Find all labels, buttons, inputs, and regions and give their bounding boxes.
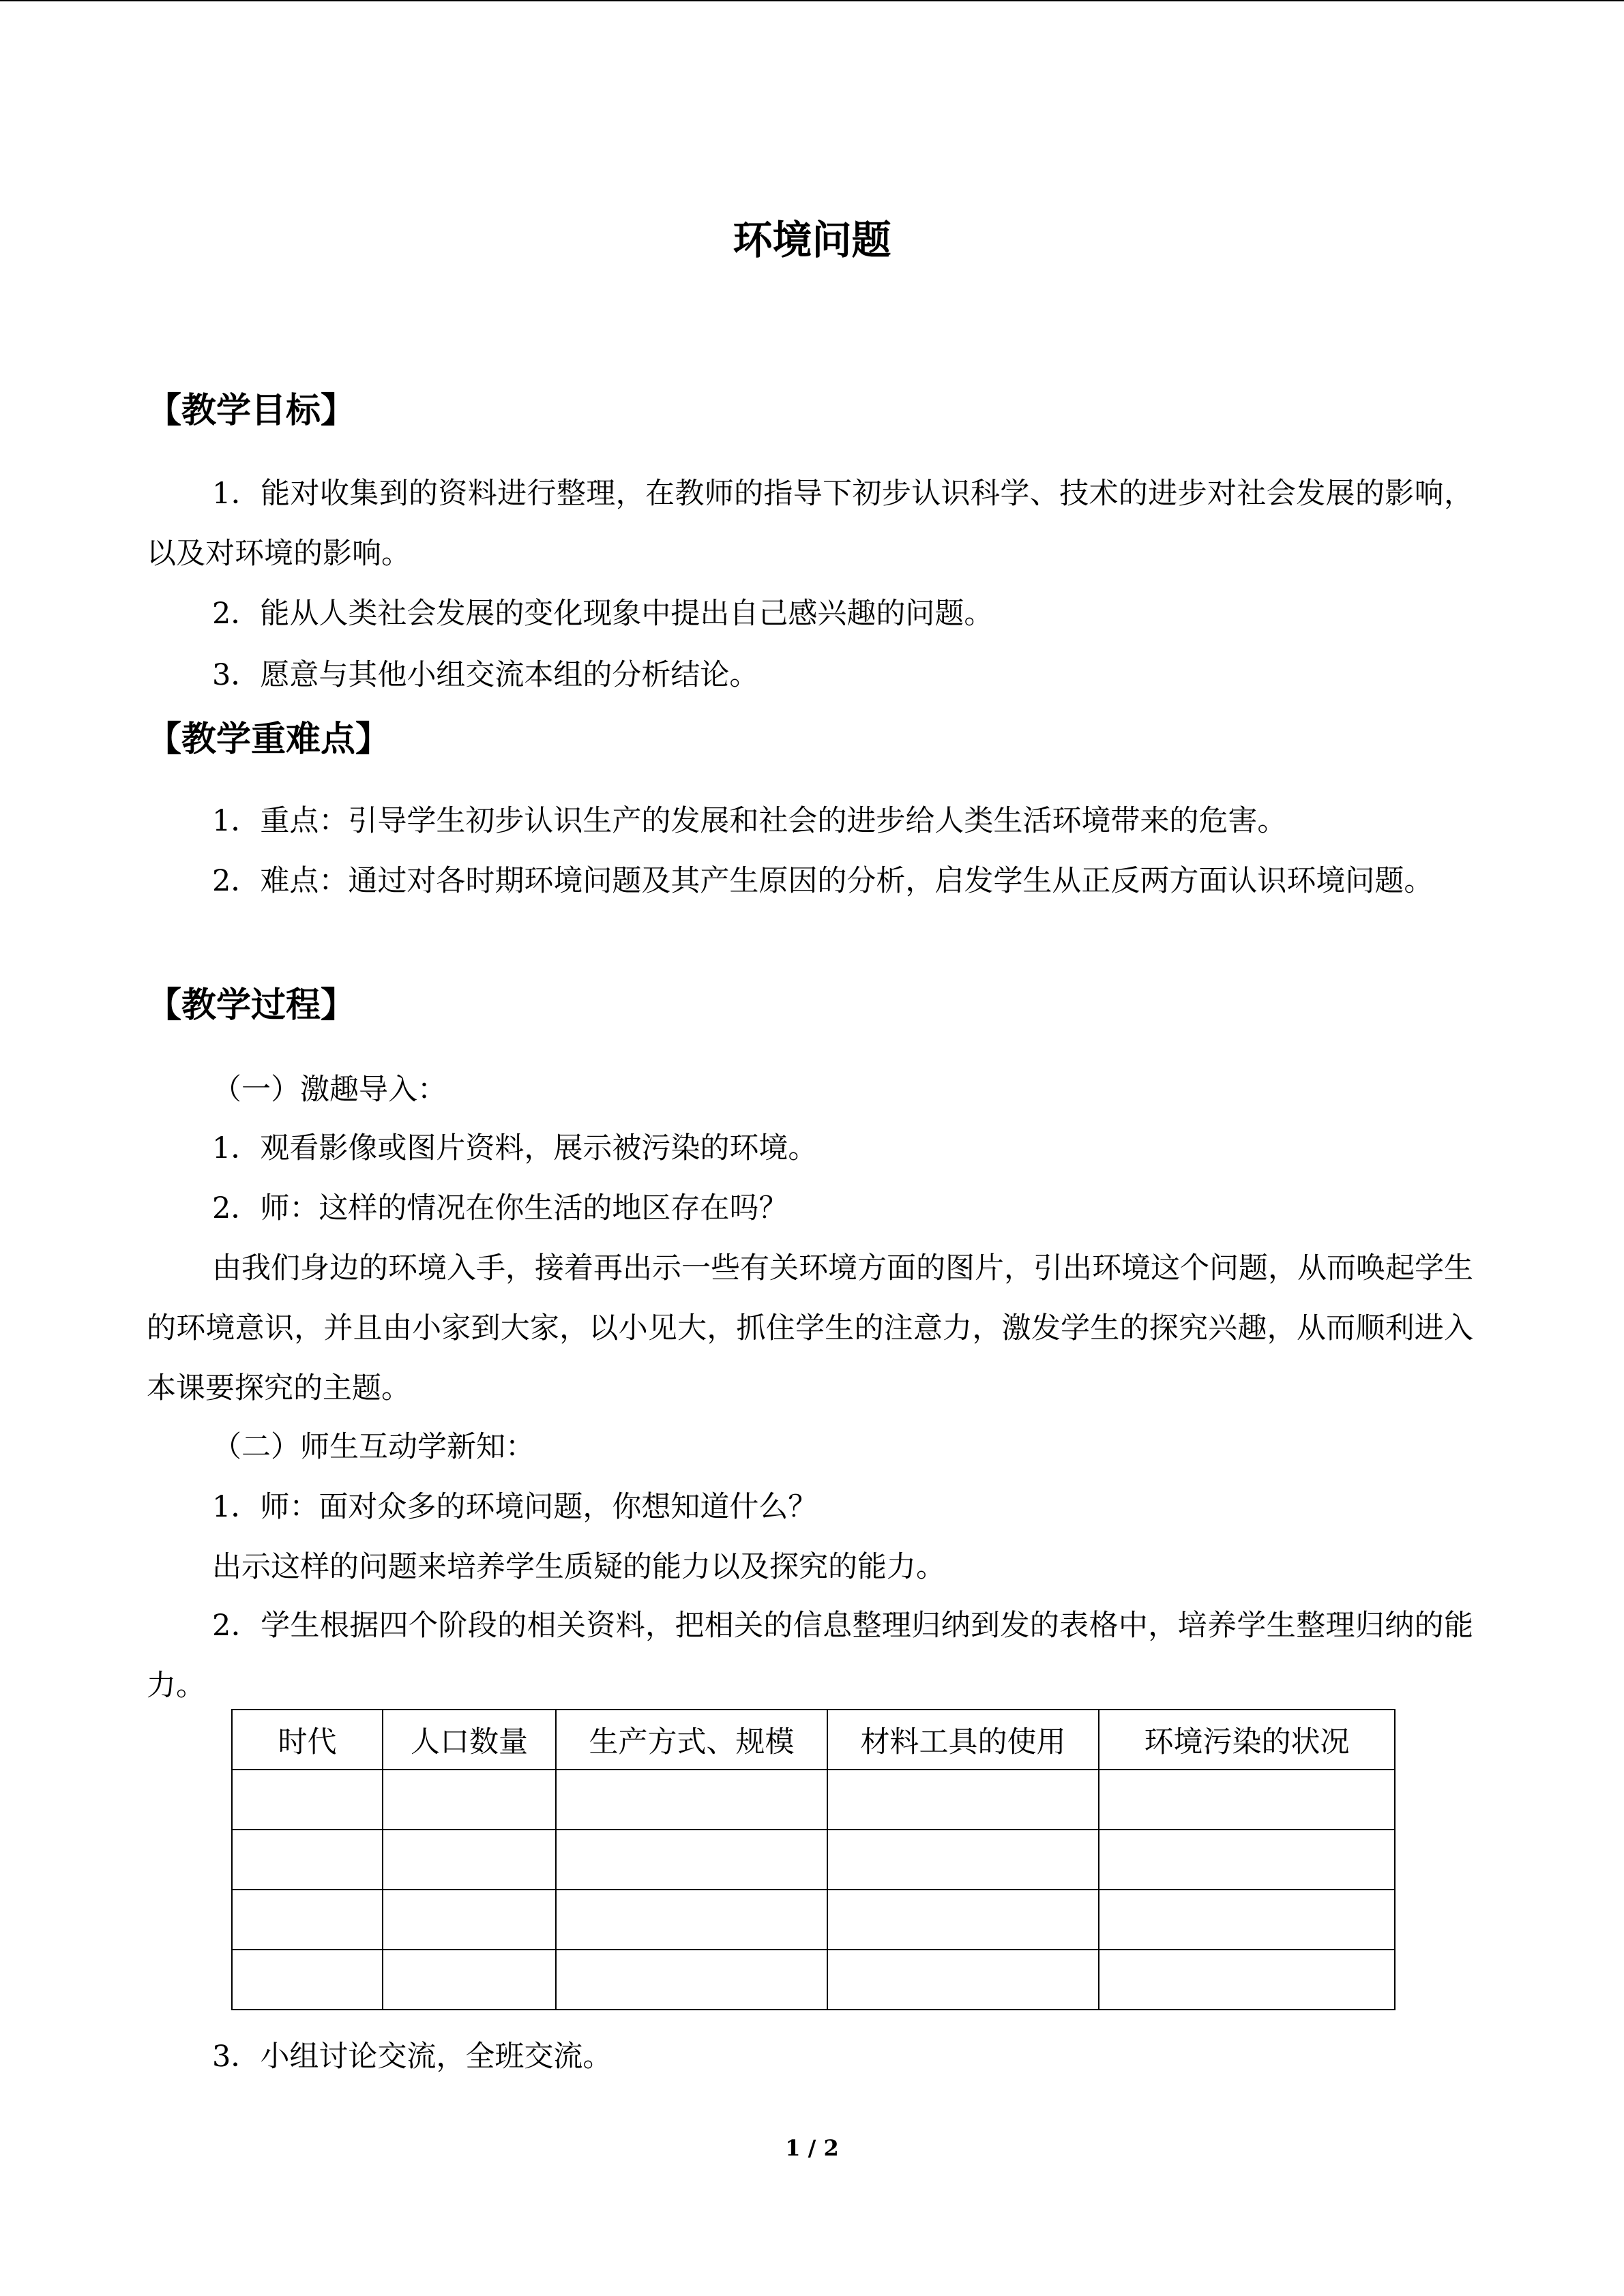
objective-item-1: 1．能对收集到的资料进行整理，在教师的指导下初步认识科学、技术的进步对社会发展的影响，以及对环境的影响。: [147, 477, 1473, 571]
process-subheading-interaction: （二）师生互动学新知：: [212, 1430, 535, 1464]
process-explanation: 由我们身边的环境入手，接着再出示一些有关环境方面的图片，引出环境这个问题，从而唤起学生的环境意识，并且由小家到大家，以小见大，抓住学生的注意力，激发学生的探究兴趣，从而顺利进入本课要探究的主题。: [147, 1251, 1473, 1405]
column-header-materials-tools: 材料工具的使用: [827, 1710, 1099, 1770]
table-cell: [1099, 1770, 1395, 1830]
table-cell: [827, 1830, 1099, 1890]
table-row: [232, 1890, 1395, 1950]
process-question: 1．师：面对众多的环境问题，你想知道什么？: [212, 1490, 818, 1524]
table-cell: [1099, 1830, 1395, 1890]
table-cell: [827, 1950, 1099, 2010]
table-cell: [556, 1830, 827, 1890]
page-number: 1 / 2: [785, 2135, 839, 2161]
process-question-purpose: 出示这样的问题来培养学生质疑的能力以及探究的能力。: [212, 1550, 945, 1584]
table-cell: [383, 1770, 556, 1830]
column-header-era: 时代: [232, 1710, 383, 1770]
key-point-item-2: 2．难点：通过对各时期环境问题及其产生原因的分析，启发学生从正反两方面认识环境问题。: [212, 864, 1434, 898]
table-cell: [232, 1770, 383, 1830]
era-comparison-table: [231, 1709, 1396, 2010]
table-cell: [232, 1890, 383, 1950]
heading-process: 【教学过程】: [147, 985, 356, 1026]
table-cell: [827, 1890, 1099, 1950]
process-discussion: 3．小组讨论交流，全班交流。: [212, 2040, 612, 2074]
table-cell: [1099, 1950, 1395, 2010]
table-cell: [383, 1950, 556, 2010]
document-title: 环境问题: [733, 217, 891, 263]
table-cell: [556, 1770, 827, 1830]
table-row: [232, 1770, 1395, 1830]
table-cell: [383, 1830, 556, 1890]
process-table-instruction: 2．学生根据四个阶段的相关资料，把相关的信息整理归纳到发的表格中，培养学生整理归纳的能力。: [147, 1609, 1473, 1703]
process-subheading-intro: （一）激趣导入：: [212, 1073, 447, 1107]
table-cell: [232, 1950, 383, 2010]
objective-item-2: 2．能从人类社会发展的变化现象中提出自己感兴趣的问题。: [212, 597, 994, 631]
table-cell: [383, 1890, 556, 1950]
column-header-production-mode: 生产方式、规模: [556, 1710, 827, 1770]
column-header-population: 人口数量: [383, 1710, 556, 1770]
table-cell: [827, 1770, 1099, 1830]
key-point-item-1: 1．重点：引导学生初步认识生产的发展和社会的进步给人类生活环境带来的危害。: [212, 804, 1287, 838]
objective-item-3: 3．愿意与其他小组交流本组的分析结论。: [212, 658, 759, 692]
table-cell: [232, 1830, 383, 1890]
column-header-pollution-status: 环境污染的状况: [1099, 1710, 1395, 1770]
table-header-row: [232, 1710, 1395, 1770]
heading-key-points: 【教学重难点】: [147, 719, 391, 760]
table-cell: [556, 1950, 827, 2010]
table-row: [232, 1950, 1395, 2010]
table-cell: [556, 1890, 827, 1950]
heading-objectives: 【教学目标】: [147, 391, 356, 431]
table-cell: [1099, 1890, 1395, 1950]
table-row: [232, 1830, 1395, 1890]
process-item-1: 1．观看影像或图片资料，展示被污染的环境。: [212, 1131, 818, 1165]
top-border-line: [0, 0, 1624, 1]
process-item-2: 2．师：这样的情况在你生活的地区存在吗？: [212, 1191, 788, 1225]
